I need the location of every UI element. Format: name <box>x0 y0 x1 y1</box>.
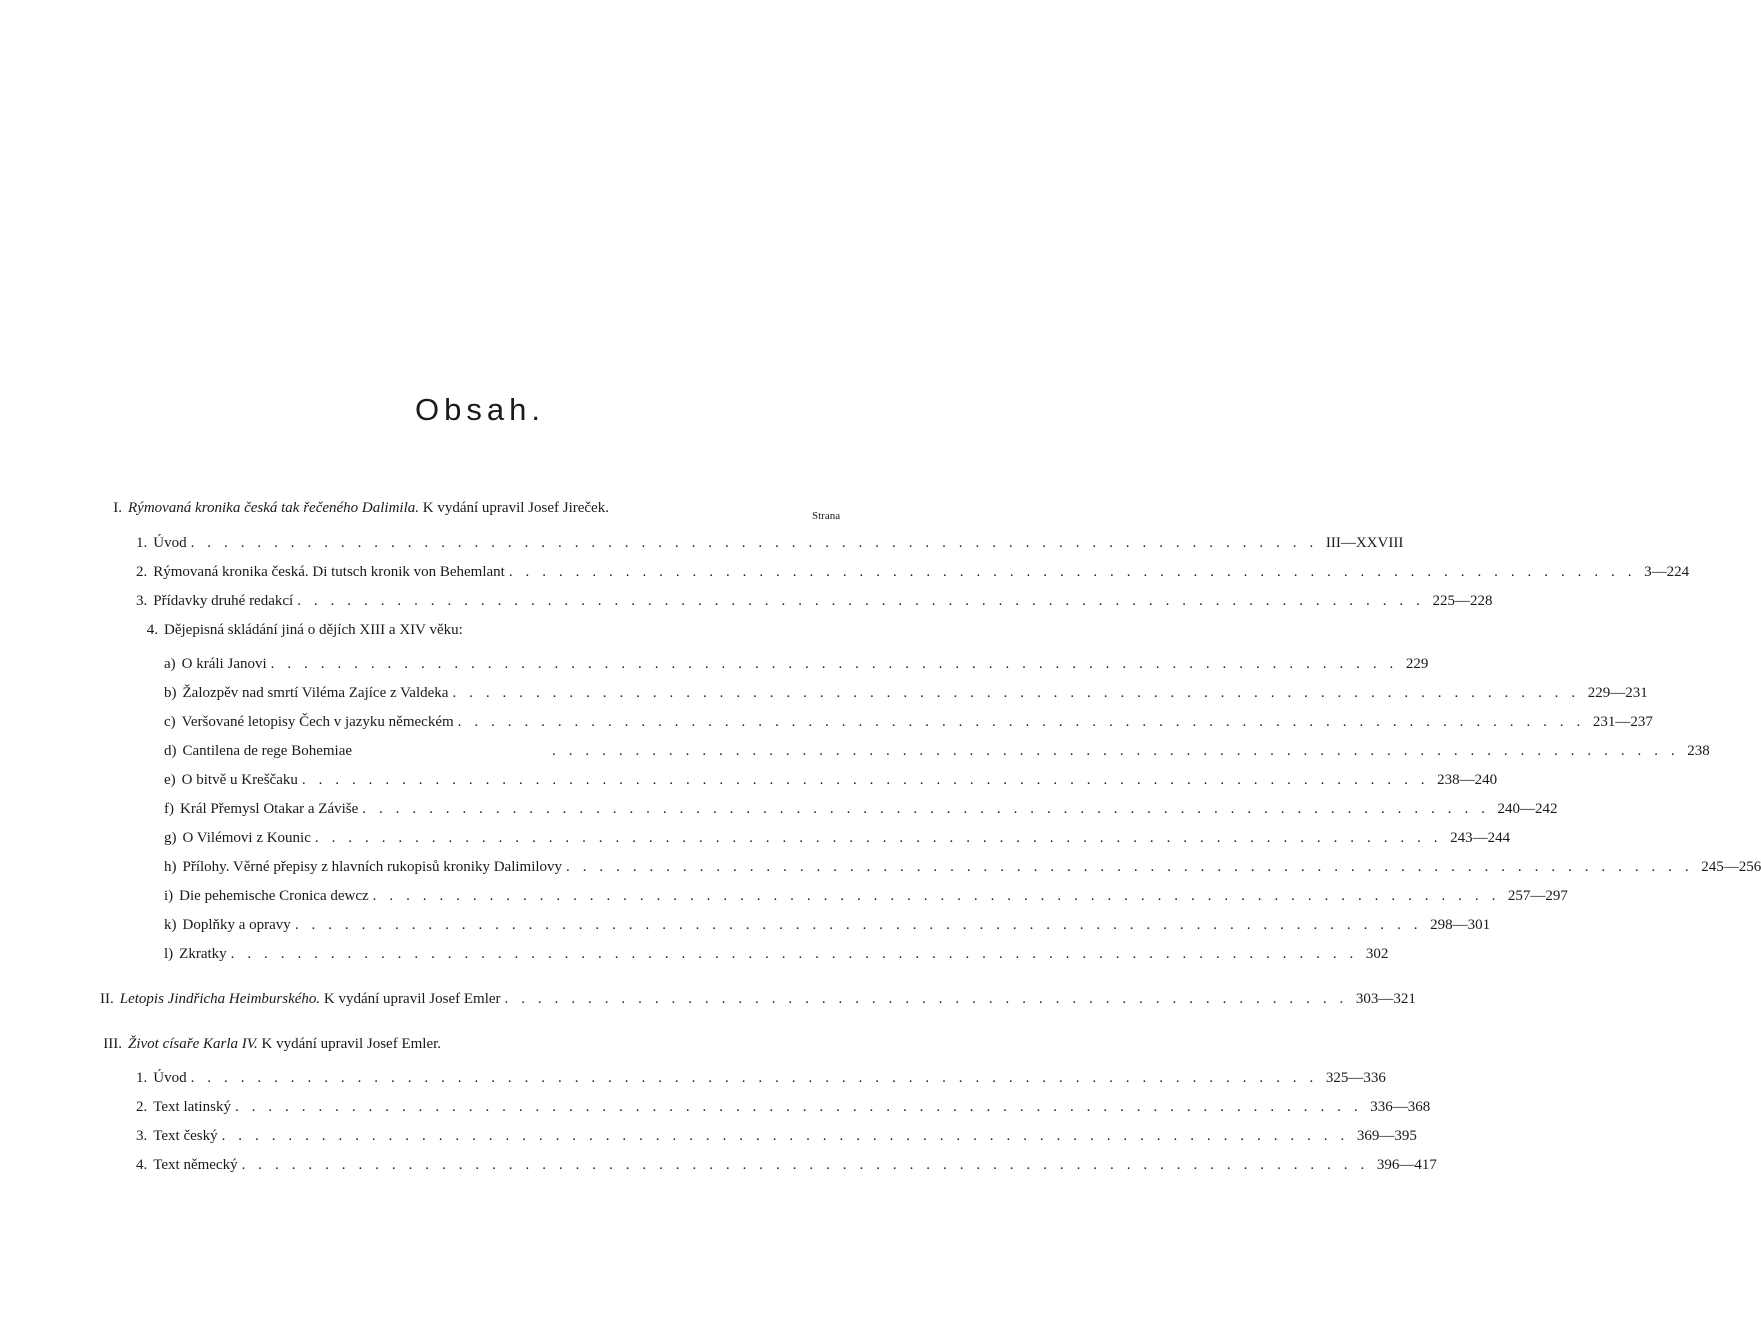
entry-pages: 238—240 <box>1437 772 1498 788</box>
section-number: III. <box>103 1036 122 1052</box>
toc-entry <box>136 535 1404 557</box>
entry-pages: 238 <box>1687 743 1710 759</box>
entry-number: 4. <box>136 1157 148 1173</box>
leader-dots: . . . . . . . . . . . . . . . . . . . . . . . . . . . . . . . . . . . . . . . . . . . . . . . . . . . . . . . . . . . . . . . . . . . . <box>372 888 1500 904</box>
leader-dots: . . . . . . . . . . . . . . . . . . . . . . . . . . . . . . . . . . . . . . . . . . . . . . . . . . . . . . . . . . . . . . . . . . . . <box>294 917 1423 933</box>
page-title: Obsah. <box>415 392 545 427</box>
entry-pages: 243—244 <box>1450 830 1511 846</box>
section-title: Život císaře Karla IV. <box>128 1036 258 1052</box>
leader-dots: . . . . . . . . . . . . . . . . . . . . . . . . . . . . . . . . . . . . . . . . . . . . . . . . . . . . . . . . . . . . . . . . . . . . <box>221 1128 1349 1144</box>
toc-subentry <box>164 801 1558 823</box>
leader-dots: . . . . . . . . . . . . . . . . . . . . . . . . . . . . . . . . . . . . . . . . . . . . . . . . . . . . . . . . . . . . . . . . . . . . <box>230 946 1358 962</box>
toc-entry <box>136 622 864 644</box>
entry-number: 3. <box>136 1128 148 1144</box>
toc-entry <box>136 1099 1431 1121</box>
leader-dots: . . . . . . . . . . . . . . . . . . . . . . . . . . . . . . . . . . . . . . . . . . . . . . . . . . . . . . . . . . . . . . . . . . . . <box>362 801 1490 817</box>
section-heading-1 <box>106 500 766 522</box>
toc-entry <box>136 1128 1417 1150</box>
entry-text: Přídavky druhé redakcí <box>153 593 294 609</box>
entry-text: Veršované letopisy Čech v jazyku německém <box>181 714 454 730</box>
section-heading-2 <box>100 991 1416 1013</box>
entry-pages: 336—368 <box>1370 1099 1431 1115</box>
section-title: Letopis Jindřicha Heimburského. <box>119 991 321 1007</box>
entry-text: Král Přemysl Otakar a Záviše <box>180 801 359 817</box>
entry-text: Doplňky a opravy <box>182 917 291 933</box>
entry-number: 1. <box>136 1070 148 1086</box>
entry-letter: c) <box>164 714 176 730</box>
entry-letter: l) <box>164 946 174 962</box>
entry-pages: 231—237 <box>1592 714 1653 730</box>
section-editor: K vydání upravil Josef Jireček. <box>419 500 609 516</box>
entry-number: 1. <box>136 535 148 551</box>
leader-dots: . . . . . . . . . . . . . . . . . . . . . . . . . . . . . . . . . . . . . . . . . . . . . . . . . . . . . . . . . . . . . . . . . . . . <box>234 1099 1363 1115</box>
entry-pages: 3—224 <box>1644 564 1690 580</box>
leader-dots: . . . . . . . . . . . . . . . . . . . . . . . . . . . . . . . . . . . . . . . . . . . . . . . . . . . . . . . . . . . . . . . . . . . . <box>566 859 1694 875</box>
entry-number: 3. <box>136 593 148 609</box>
entry-letter: e) <box>164 772 176 788</box>
leader-dots: . . . . . . . . . . . . . . . . . . . . . . . . . . . . . . . . . . . . . . . . . . . . . . . . . . . . . . . . . . . . . . . . . . . . <box>241 1157 1369 1173</box>
entry-pages: 245—256 <box>1701 859 1761 875</box>
leader-dots: . . . . . . . . . . . . . . . . . . . . . . . . . . . . . . . . . . . . . . . . . . . . . . . . . . . . . . . . . . . . . . . . . . . . <box>270 656 1398 672</box>
entry-text: Die pehemische Cronica dewcz <box>179 888 369 904</box>
toc-subentry <box>164 743 1710 765</box>
entry-letter: k) <box>164 917 177 933</box>
entry-pages: 229 <box>1405 656 1429 672</box>
entry-letter: a) <box>164 656 176 672</box>
entry-letter: b) <box>164 685 177 701</box>
section-title: Rýmovaná kronika česká tak řečeného Dalimila. <box>128 500 420 516</box>
entry-pages: 257—297 <box>1507 888 1568 904</box>
entry-pages: 229—231 <box>1587 685 1648 701</box>
entry-text: Úvod <box>153 535 187 551</box>
section-number: II. <box>100 991 114 1007</box>
toc-entry <box>136 1070 1386 1092</box>
entry-text: Text německý <box>153 1157 238 1173</box>
entry-text: Text latinský <box>153 1099 231 1115</box>
leader-dots: . . . . . . . . . . . . . . . . . . . . . . . . . . . . . . . . . . . . . . . . . . . . . . . . . . . <box>504 991 1348 1007</box>
toc-subentry <box>164 888 1568 910</box>
entry-pages: 303—321 <box>1355 991 1416 1007</box>
entry-text: Úvod <box>153 1070 187 1086</box>
entry-pages: 369—395 <box>1356 1128 1417 1144</box>
leader-dots: . . . . . . . . . . . . . . . . . . . . . . . . . . . . . . . . . . . . . . . . . . . . . . . . . . . . . . . . . . . . . . . . . . . . <box>452 685 1580 701</box>
toc-subentry <box>164 859 1761 881</box>
toc-subentry <box>164 685 1648 707</box>
leader-dots: . . . . . . . . . . . . . . . . . . . . . . . . . . . . . . . . . . . . . . . . . . . . . . . . . . . . . . . . . . . . . . . . . . . . <box>190 1070 1318 1086</box>
entry-text: O králi Janovi <box>181 656 267 672</box>
toc-subentry <box>164 656 1429 678</box>
entry-letter: g) <box>164 830 177 846</box>
section-heading-3 <box>92 1036 692 1058</box>
section-editor: K vydání upravil Josef Emler <box>320 991 501 1007</box>
section-number: I. <box>113 500 122 516</box>
leader-dots: . . . . . . . . . . . . . . . . . . . . . . . . . . . . . . . . . . . . . . . . . . . . . . . . . . . . . . . . . . . . . . . . . . . . <box>552 743 1680 759</box>
strana-label: Strana <box>812 510 841 522</box>
entry-number: 2. <box>136 564 148 580</box>
entry-pages: III—XXVIII <box>1325 535 1404 551</box>
entry-text: Přílohy. Věrné přepisy z hlavních rukopisů kroniky Dalimilovy <box>182 859 563 875</box>
toc-entry <box>136 564 1690 586</box>
leader-dots: . . . . . . . . . . . . . . . . . . . . . . . . . . . . . . . . . . . . . . . . . . . . . . . . . . . . . . . . . . . . . . . . . . . . <box>297 593 1425 609</box>
entry-letter: f) <box>164 801 174 817</box>
entry-letter: i) <box>164 888 174 904</box>
entry-pages: 325—336 <box>1325 1070 1386 1086</box>
section-editor: K vydání upravil Josef Emler. <box>257 1036 442 1052</box>
toc-entry <box>136 593 1493 615</box>
leader-dots: . . . . . . . . . . . . . . . . . . . . . . . . . . . . . . . . . . . . . . . . . . . . . . . . . . . . . . . . . . . . . . . . . . . . <box>508 564 1637 580</box>
entry-pages: 302 <box>1365 946 1389 962</box>
entry-pages: 396—417 <box>1376 1157 1437 1173</box>
entry-text: O bitvě u Kreščaku <box>181 772 298 788</box>
entry-letter: d) <box>164 743 177 759</box>
entry-text: Zkratky <box>179 946 227 962</box>
leader-dots: . . . . . . . . . . . . . . . . . . . . . . . . . . . . . . . . . . . . . . . . . . . . . . . . . . . . . . . . . . . . . . . . . . . . <box>314 830 1443 846</box>
entry-text: O Vilémovi z Kounic <box>182 830 311 846</box>
toc-subentry <box>164 830 1511 852</box>
entry-text: Rýmovaná kronika česká. Di tutsch kronik von Behemlant <box>153 564 505 580</box>
entry-text: Cantilena de rege Bohemiae <box>182 743 353 759</box>
entry-pages: 298—301 <box>1430 917 1491 933</box>
leader-dots: . . . . . . . . . . . . . . . . . . . . . . . . . . . . . . . . . . . . . . . . . . . . . . . . . . . . . . . . . . . . . . . . . . . . <box>457 714 1585 730</box>
entry-number: 4. <box>146 622 158 638</box>
toc-subentry <box>164 946 1389 968</box>
entry-pages: 240—242 <box>1497 801 1558 817</box>
entry-number: 2. <box>136 1099 148 1115</box>
entry-pages: 225—228 <box>1432 593 1493 609</box>
entry-text: Dějepisná skládání jiná o dějích XIII a XIV věku: <box>164 622 463 638</box>
toc-entry <box>136 1157 1437 1179</box>
entry-text: Žalozpěv nad smrtí Viléma Zajíce z Valdeka <box>182 685 449 701</box>
leader-dots: . . . . . . . . . . . . . . . . . . . . . . . . . . . . . . . . . . . . . . . . . . . . . . . . . . . . . . . . . . . . . . . . . . . . <box>301 772 1430 788</box>
leader-dots: . . . . . . . . . . . . . . . . . . . . . . . . . . . . . . . . . . . . . . . . . . . . . . . . . . . . . . . . . . . . . . . . . . . . <box>190 535 1318 551</box>
toc-subentry <box>164 917 1491 939</box>
toc-subentry <box>164 714 1653 736</box>
entry-letter: h) <box>164 859 177 875</box>
toc-subentry <box>164 772 1498 794</box>
entry-text: Text český <box>153 1128 218 1144</box>
